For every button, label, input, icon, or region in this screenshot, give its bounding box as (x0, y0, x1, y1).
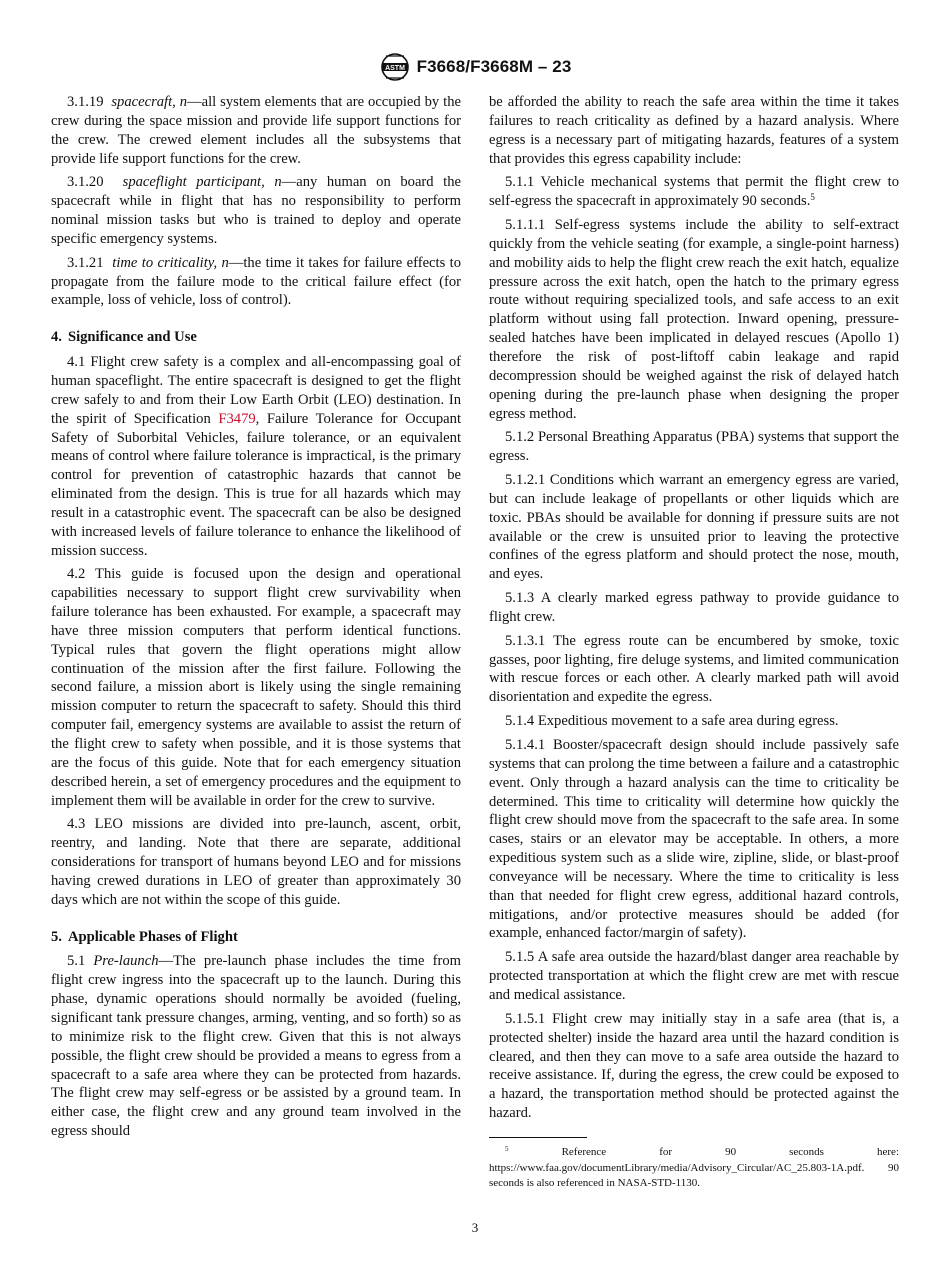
standard-designation: F3668/F3668M – 23 (416, 57, 572, 76)
paragraph-4-1: 4.1 Flight crew safety is a complex and all-encompassing goal of human spaceflight. The entire spacecraft is designed to get the flight crew safely to and from their Low Earth Orbit (LEO) destination. In the spirit of Specification F3479, Failure Tolerance for Occupant Safety of Suborbital Vehicles, failure tolerance, or an equivalent means of control where failure tolerance is impractical, is the primary control for prevention of catastrophic hazards that cannot be eliminated from the design. This is true for all hazards which may result in a catastrophic event. The spacecraft can be also be designed with increased levels of failure tolerance to enhance the likelihood of mission success. (51, 354, 462, 559)
paragraph-5-1-2: 5.1.2 Personal Breathing Apparatus (PBA) systems that support the egress. (489, 429, 899, 465)
paragraph-4-2: 4.2 This guide is focused upon the design and operational capabilities necessary to support flight crew survivability when failure tolerance has been exhausted. For example, a spacecraft may have three mission computers that perform identical functions. Typical rules that govern the flight operations might allow continuation of the mission after the first failure. Following the second failure, a mission abort is likely using the single remaining mission computer to return the spacecraft to safety. Should this third computer fail, emergency systems are available to assist the return of the flight crew to safety when possible, and it is those systems that are the focus of this guide. Note that for each emergency situation described herein, a set of emergency procedures and the equipment to implement them will be available in order for the crew to survive. (51, 566, 461, 809)
section-number: 5.1 (67, 953, 86, 970)
footnote-divider (489, 1137, 587, 1138)
paragraph-continued: be afforded the ability to reach the safe area within the time it takes failures to reach criticality as defined by a hazard analysis. Where egress is a necessary part of mitigating hazards, features of a system that provides this egress capability include: (489, 94, 899, 167)
footnote-ref[interactable]: 5 (810, 192, 815, 203)
page-number: 3 (471, 1220, 479, 1235)
paragraph-5-1-5: 5.1.5 A safe area outside the hazard/blast danger area reachable by protected transportation at which the flight crew are met with rescue and medical assistance. (489, 949, 899, 1003)
defined-term: spacecraft, n (111, 94, 188, 110)
paragraph-3-1-21 (51, 254, 461, 311)
right-column (489, 93, 899, 1123)
section-4-heading: 4. Significance and Use (51, 329, 197, 346)
paragraph-5-1-1: 5.1.1 Vehicle mechanical systems that permit the flight crew to self-egress the spacecraft in approximately 90 seconds.$^5$ (489, 174, 899, 210)
footnote-5: $^5$ Reference for 90 seconds here: https://www.faa.gov/documentLibrary/media/Advisory_Circular/AC_25.803-1A.pdf. 90 seconds is also referenced in NASA-STD-1130. (489, 1145, 899, 1189)
section-5-heading: 5. Applicable Phases of Flight (51, 928, 238, 945)
paragraph-5-1-3: 5.1.3 A clearly marked egress pathway to provide guidance to flight crew. (489, 590, 899, 625)
definition-text: —all system elements that are occupied by the crew during the space mission and provide life support functions for the crew. The crewed element includes all the subsystems that provide life support functions for the crew. (51, 94, 461, 167)
paragraph-3-1-20 (51, 173, 461, 248)
astm-logo-icon (379, 52, 411, 82)
paragraph-5-1-3-1: 5.1.3.1 The egress route can be encumbered by smoke, toxic gasses, poor lighting, fire deluge systems, and limited communication with rescue forces or each other. A clearly marked path will avoid disorientation and expedite the egress. (489, 632, 899, 706)
paragraph-3-1-19 (51, 93, 461, 168)
definition-text: —any human on board the spacecraft while in flight that has no responsibility to perform nominal mission tasks but who is trained to deploy and operate specific emergency systems. (51, 174, 461, 247)
defined-term: spaceflight participant, n (122, 174, 282, 191)
page-header (0, 52, 950, 82)
paragraph-5-1-1-1: 5.1.1.1 Self-egress systems include the ability to self-extract quickly from the vehicle seating (for example, a single-point harness) and mobility aids to help the flight crew reach the exit hatch, equalize pressure across the exit hatch, open the hatch to the primary egress route without requiring specialized tools, and safe access to an exit platform without using fall protection. Inward opening, pressure-sealed hatches have been implicated in delayed rescues (Apollo 1) therefore the risk of post-liftoff cabin leakage and rapid decompression should be weighed against the risk of delayed hatch opening during the pre-launch phase when designing the proper egress method. (489, 217, 899, 422)
section-number: 3.1.20 (67, 174, 104, 191)
paragraph-5-1: 5.1 Pre-launch—The pre-launch phase includes the time from flight crew ingress into the spacecraft up to the launch. During this phase, dynamic operations should normally be avoided (fueling, significant tank pressure changes, arming, venting, and so forth) so as to minimize risk to the flight crew. Given that this is not always possible, the flight crew should be provided a means to egress from a spacecraft to a safe area where they can be protected from hazards. The flight crew may self-egress or be assisted by a ground team. In either case, the flight crew and any ground team involved in the egress should (51, 953, 461, 1140)
paragraph-4-3: 4.3 LEO missions are divided into pre-launch, ascent, orbit, reentry, and landing. Note that there are separate, additional considerations for transport of humans beyond LEO and for missions having crewed durations in LEO of greater than approximately 30 days which are not within the scope of this guide. (51, 816, 461, 908)
f3479-link[interactable]: F3479 (218, 410, 256, 427)
section-number: 3.1.21 (67, 254, 104, 271)
defined-term: time to criticality, n (112, 254, 229, 271)
left-column (51, 93, 461, 1141)
definition-text: —the time it takes for failure effects to propagate from the failure mode to the critical failure effect (for example, loss of vehicle, loss of control). (51, 254, 461, 309)
paragraph-5-1-4-1: 5.1.4.1 Booster/spacecraft design should include passively safe systems that can prolong the time between a failure and a catastrophic event. Only through a hazard analysis can the time to criticality be determined. This time to criticality will determine how quickly the flight crew should move from the spacecraft to the safe area. In some cases, stairs or an elevator may be acceptable. In others, a more expeditious system such as a slide wire, zipline, slide, or blast-proof conveyance will be necessary. Where the time to criticality is less than that needed for flight crew egress, additional hazard controls, mitigations, and/or protective measures should be added (for example, enhanced factor/margin of safety). (489, 737, 899, 942)
section-number: 3.1.19 (67, 94, 104, 110)
phase-term: Pre-launch (93, 953, 159, 970)
svg-text:ASTM: ASTM (384, 65, 405, 72)
paragraph-5-1-2-1: 5.1.2.1 Conditions which warrant an emergency egress are varied, but can include leakage of propellants or other liquids which are toxic. PBAs should be available for donning if pressure suits are not available or the crew is unsuited prior to leaving the protective confines of the egress platform and should protect the nose, mouth, and eyes. (489, 472, 899, 583)
paragraph-5-1-4: 5.1.4 Expeditious movement to a safe area during egress. (505, 713, 839, 730)
paragraph-5-1-5-1: 5.1.5.1 Flight crew may initially stay in a safe area (that is, a protected shelter) inside the hazard area until the hazard condition is cleared, and then they can move to a safe area outside the hazard to receive assistance. If, during the egress, the crew could be exposed to a hazard, the transportation method should be protected against the hazard. (489, 1010, 899, 1122)
